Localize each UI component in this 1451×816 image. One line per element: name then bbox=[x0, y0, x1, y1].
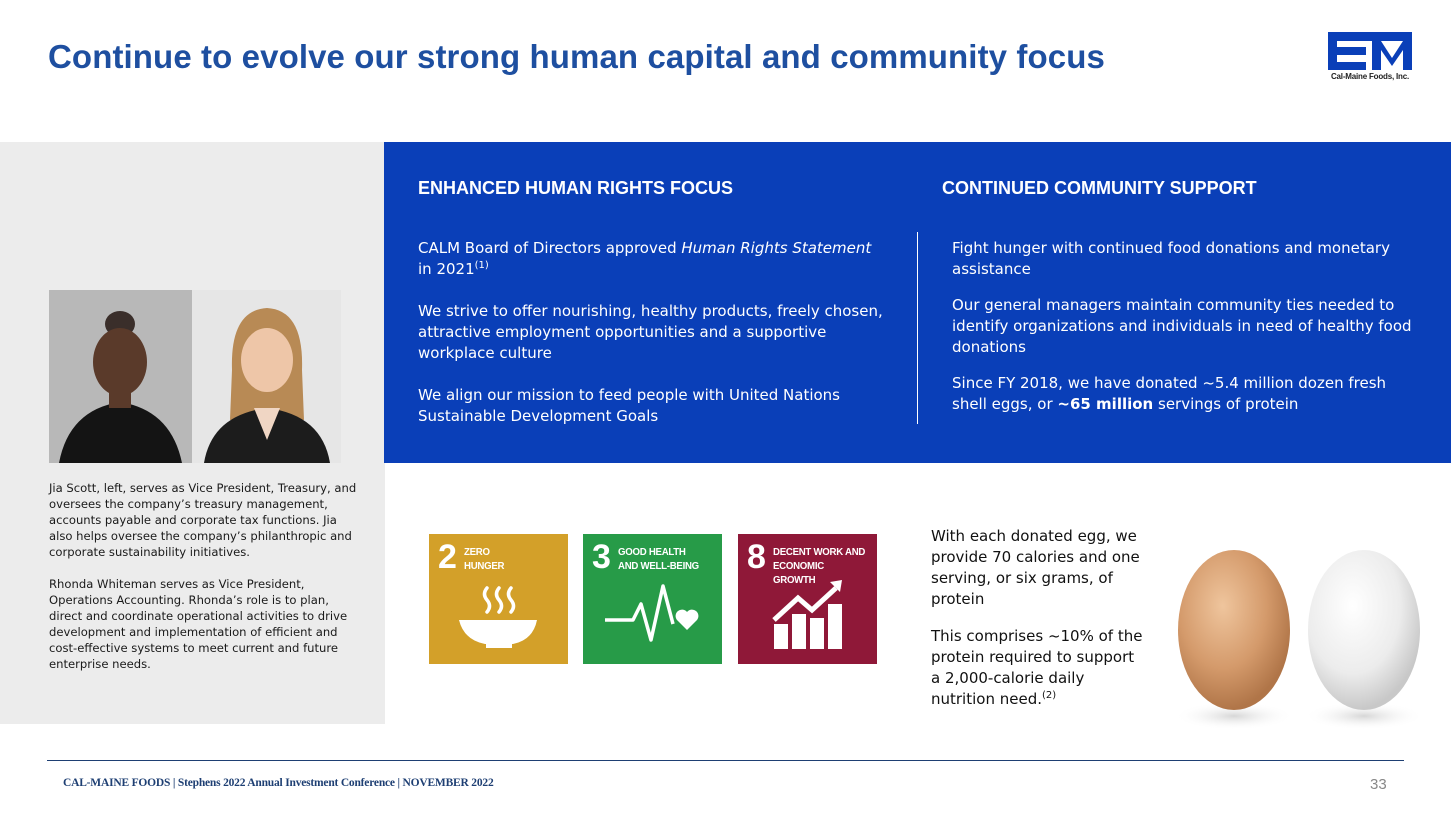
sdg-tile-decent-work bbox=[738, 534, 877, 664]
egg-calories-fact: With each donated egg, we provide 70 calories and one serving, or six grams, of protein bbox=[931, 527, 1140, 608]
bowl-icon bbox=[429, 534, 568, 664]
workplace-statement: We strive to offer nourishing, healthy products, freely chosen, attractive employment opportunities and a supportive workplace culture bbox=[418, 302, 883, 362]
page-number: 33 bbox=[1370, 776, 1387, 793]
fight-hunger-statement: Fight hunger with continued food donations and monetary assistance bbox=[952, 239, 1390, 278]
human-rights-heading: ENHANCED HUMAN RIGHTS FOCUS bbox=[418, 178, 733, 198]
sdg-label: DECENT WORK AND ECONOMIC GROWTH bbox=[773, 546, 866, 586]
un-sdg-statement: We align our mission to feed people with United Nations Sustainable Development Goals bbox=[418, 386, 840, 425]
footer-text: CAL-MAINE FOODS | Stephens 2022 Annual Investment Conference | NOVEMBER 2022 bbox=[63, 777, 494, 789]
community-ties-statement: Our general managers maintain community ties needed to identify organizations and individuals in need of healthy food donations bbox=[952, 296, 1412, 356]
photo-rhonda-whiteman bbox=[192, 290, 341, 463]
column-divider bbox=[917, 232, 918, 424]
bio-rhonda-whiteman: Rhonda Whiteman serves as Vice President, Operations Accounting. Rhonda’s role is to plan, direct and coordinate operational activities to drive development and implementation of efficient and cost-effective systems to meet current and future enterprise needs. bbox=[49, 577, 348, 671]
human-rights-statement: CALM Board of Directors approved Human Rights Statement in 2021$^{(1)}$ bbox=[418, 239, 872, 278]
growth-chart-icon bbox=[738, 534, 877, 664]
bio-jia-scott: Jia Scott, left, serves as Vice President, Treasury, and oversees the company’s treasury management, accounts payable and corporate tax functions. Jia also helps oversee the company’s philanthropic and corporate sustainability initiatives. bbox=[49, 481, 357, 559]
sdg-tile-zero-hunger bbox=[429, 534, 568, 664]
community-heading: CONTINUED COMMUNITY SUPPORT bbox=[942, 178, 1257, 198]
egg-facts bbox=[931, 526, 1146, 726]
sdg-label: GOOD HEALTH AND WELL-BEING bbox=[618, 546, 699, 572]
sdg-number: 2 bbox=[438, 538, 457, 576]
heartbeat-icon bbox=[583, 534, 722, 664]
eggs-image bbox=[1160, 520, 1440, 750]
community-body bbox=[952, 238, 1412, 430]
sdg-number: 3 bbox=[592, 538, 611, 576]
sdg-tile-good-health bbox=[583, 534, 722, 664]
focus-panel bbox=[384, 142, 1451, 463]
page-title: Continue to evolve our strong human capital and community focus bbox=[48, 38, 1105, 75]
photo-jia-scott bbox=[49, 290, 192, 463]
egg-protein-fact: This comprises ~10% of the protein required to support a 2,000-calorie daily nutrition need.$^{(2)}$ bbox=[931, 627, 1143, 708]
donation-statement: Since FY 2018, we have donated ~5.4 million dozen fresh shell eggs, or ~65 million servings of protein bbox=[952, 374, 1387, 413]
human-rights-body bbox=[418, 238, 888, 448]
sdg-number: 8 bbox=[747, 538, 766, 576]
footer-rule bbox=[47, 760, 1404, 761]
bio-text bbox=[49, 480, 359, 688]
sdg-label: ZERO HUNGER bbox=[464, 546, 505, 572]
logo-caption: Cal-Maine Foods, Inc. bbox=[1330, 72, 1410, 81]
